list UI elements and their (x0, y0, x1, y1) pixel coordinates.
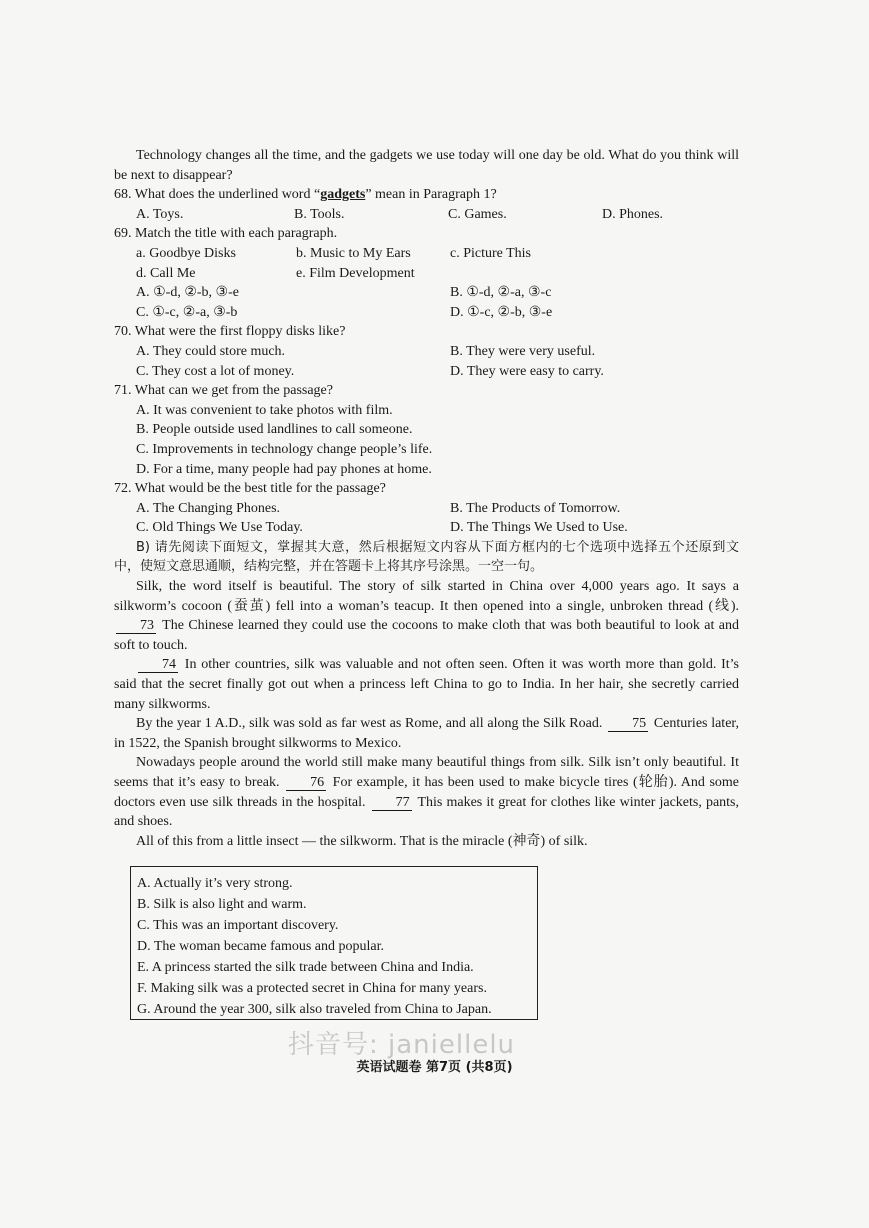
question-68 (114, 185, 739, 205)
q68-option-a: A. Toys. (136, 206, 184, 222)
blank-76: 76 (286, 775, 326, 791)
q72-option-b: B. The Products of Tomorrow. (450, 500, 621, 516)
box-option-a: A. Actually it’s very strong. (137, 876, 293, 891)
blank-73: 73 (116, 618, 156, 634)
passage-paragraph-1 (114, 577, 739, 655)
passage-paragraph-5: All of this from a little insect — the silkworm. That is the miracle (神奇) of silk. (136, 833, 588, 849)
question-72: 72. What would be the best title for the passage? (114, 481, 386, 497)
q68-prefix: 68. What does the underlined word “ (114, 187, 321, 203)
p4-text-1: Nowadays people around the world still make many beautiful things from silk. Silk isn’t only beautiful. It seems that it’s easy to break. (114, 755, 739, 790)
question-70: 70. What were the first floppy disks like? (114, 324, 346, 340)
q68-underlined-word: gadgets (320, 187, 366, 203)
q71-option-c: C. Improvements in technology change people’s life. (136, 441, 433, 457)
q68-option-b: B. Tools. (294, 206, 345, 222)
page-footer: 英语试题卷 第7页 (共8页) (356, 1060, 513, 1075)
exam-content (114, 146, 739, 851)
q68-option-c: C. Games. (448, 206, 507, 222)
q72-option-d: D. The Things We Used to Use. (450, 520, 628, 536)
q72-options (114, 499, 739, 538)
q71-option-d: D. For a time, many people had pay phones at home. (136, 461, 432, 477)
q70-options (114, 342, 739, 381)
q69-title-b: b. Music to My Ears (296, 245, 411, 261)
box-option-b: B. Silk is also light and warm. (137, 897, 307, 912)
blank-74: 74 (138, 657, 178, 673)
q71-options (114, 401, 739, 479)
q69-title-c: c. Picture This (450, 245, 532, 261)
q69-titles (114, 244, 739, 283)
q69-title-d: d. Call Me (136, 265, 196, 281)
q70-option-d: D. They were easy to carry. (450, 363, 604, 379)
box-option-e: E. A princess started the silk trade between China and India. (137, 960, 474, 975)
passage-paragraph-4 (114, 753, 739, 831)
q69-option-a: A. ①-d, ②-b, ③-e (136, 285, 239, 301)
intro-paragraph: Technology changes all the time, and the gadgets we use today will one day be old. What do you think will be next to disappear? (114, 148, 739, 183)
q69-options (114, 283, 739, 322)
q70-option-c: C. They cost a lot of money. (136, 363, 295, 379)
passage-paragraph-2 (114, 655, 739, 714)
q71-option-b: B. People outside used landlines to call someone. (136, 422, 413, 438)
q70-option-b: B. They were very useful. (450, 343, 596, 359)
box-option-f: F. Making silk was a protected secret in China for many years. (137, 981, 487, 996)
box-option-d: D. The woman became famous and popular. (137, 939, 385, 954)
question-69: 69. Match the title with each paragraph. (114, 226, 338, 242)
q68-option-d: D. Phones. (602, 206, 664, 222)
q70-option-a: A. They could store much. (136, 343, 286, 359)
p2-text: In other countries, silk was valuable and not often seen. Often it was worth more than gold. It’s said that the secret finally got out when a princess left China to go to India. In her hair, she secretly carried many silkworms. (114, 657, 740, 712)
p4-text-2: For example, it has been used to make bicycle tires (轮胎). And some doctors even use silk threads in the hospital. (114, 775, 740, 810)
q72-option-a: A. The Changing Phones. (136, 500, 281, 516)
q71-option-a: A. It was convenient to take photos with film. (136, 402, 393, 418)
q69-option-b: B. ①-d, ②-a, ③-c (450, 285, 552, 301)
blank-75: 75 (608, 716, 648, 732)
p3-text-2: Centuries later, in 1522, the Spanish brought silkworms to Mexico. (114, 716, 740, 751)
passage-paragraph-3 (114, 714, 739, 753)
q68-options (114, 205, 739, 225)
question-71: 71. What can we get from the passage? (114, 383, 333, 399)
q68-suffix: ” mean in Paragraph 1? (365, 187, 497, 203)
p3-text-1: By the year 1 A.D., silk was sold as far west as Rome, and all along the Silk Road. (136, 716, 603, 732)
watermark: 抖音号: janiellelu (288, 1030, 516, 1060)
p1-text-1: Silk, the word itself is beautiful. The story of silk started in China over 4,000 years ago. It says a silkworm’s cocoon (蚕茧) fell into a woman’s teacup. It then opened into a single, unbroken thread (线). (114, 579, 739, 614)
section-b-instructions: B) 请先阅读下面短文，掌握其大意，然后根据短文内容从下面方框内的七个选项中选择五个还原到文中，使短文意思通顺，结构完整，并在答题卡上将其序号涂黑。一空一句。 (114, 539, 739, 575)
q72-option-c: C. Old Things We Use Today. (136, 520, 303, 536)
q69-option-c: C. ①-c, ②-a, ③-b (136, 304, 238, 320)
options-box (130, 866, 538, 1020)
q69-title-a: a. Goodbye Disks (136, 245, 236, 261)
q69-title-e: e. Film Development (296, 265, 415, 281)
q69-option-d: D. ①-c, ②-b, ③-e (450, 304, 553, 320)
blank-77: 77 (372, 795, 412, 811)
p1-text-2: The Chinese learned they could use the cocoons to make cloth that was both beautiful to look at and soft to touch. (114, 618, 740, 653)
p4-text-3: This makes it great for clothes like winter jackets, pants, and shoes. (114, 794, 739, 830)
box-option-g: G. Around the year 300, silk also traveled from China to Japan. (137, 1002, 492, 1017)
box-option-c: C. This was an important discovery. (137, 918, 339, 933)
